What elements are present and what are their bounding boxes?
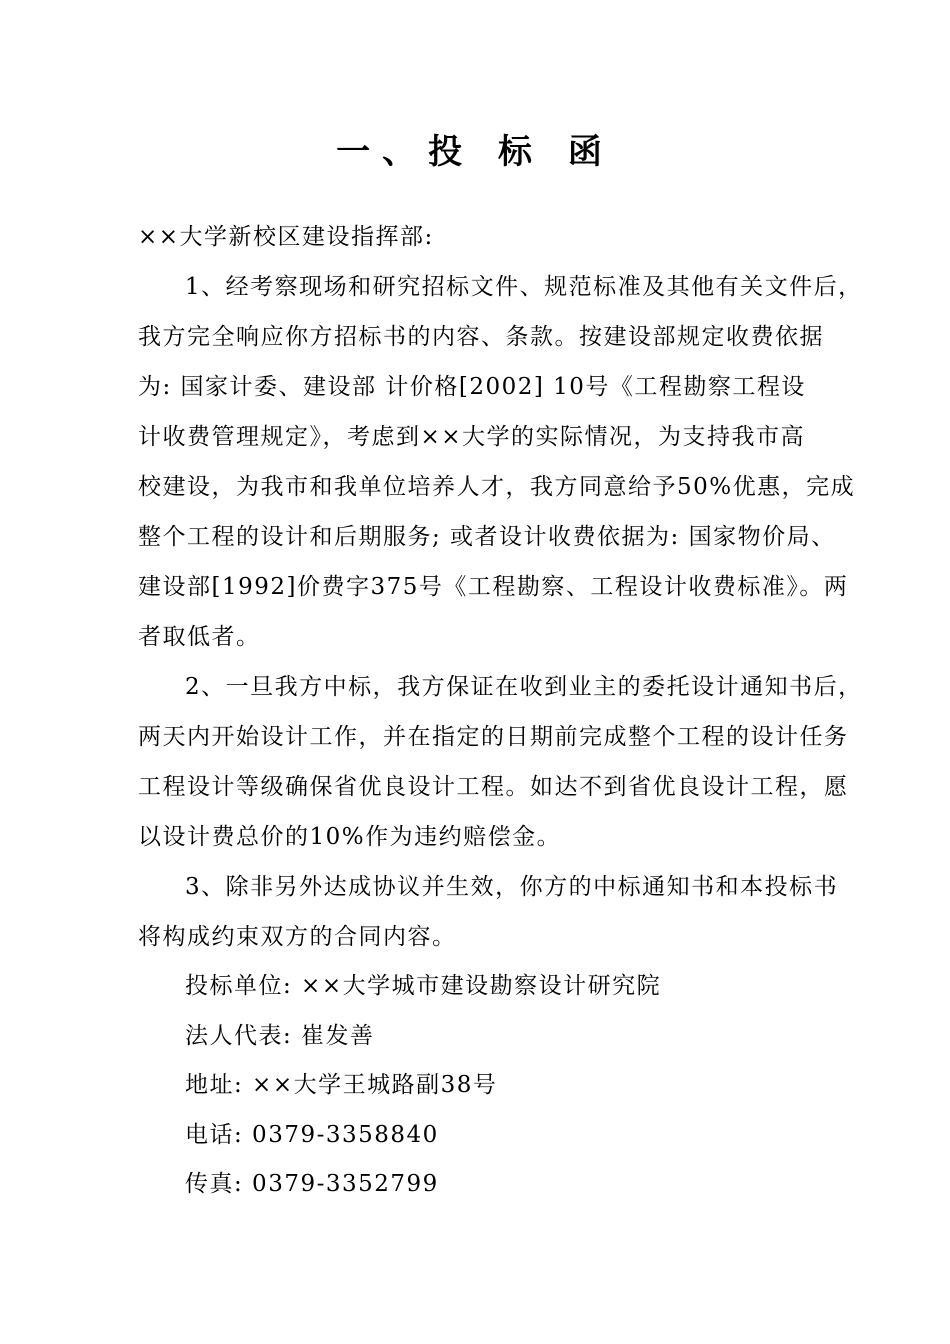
paragraph-line: 整个工程的设计和后期服务; 或者设计收费依据为: 国家物价局、	[138, 524, 836, 550]
address: 地址: ××大学王城路副38号	[185, 1072, 498, 1099]
paragraph-line: 计收费管理规定》，考虑到××大学的实际情况，为支持我市高	[138, 424, 806, 450]
signature-block	[138, 962, 868, 1210]
paragraph-line: 将构成约束双方的合同内容。	[138, 924, 457, 950]
paragraph-line: 2、一旦我方中标，我方保证在收到业主的委托设计通知书后，	[185, 674, 863, 700]
legal-representative: 法人代表: 崔发善	[185, 1022, 375, 1049]
paragraph-line: 校建设，为我市和我单位培养人才，我方同意给予50%优惠，完成	[138, 474, 856, 500]
paragraph-line: 以设计费总价的10%作为违约赔偿金。	[138, 824, 562, 850]
document-body	[138, 212, 868, 1210]
paragraph-line: 为: 国家计委、建设部 计价格[2002] 10号《工程勘察工程设	[138, 374, 806, 400]
paragraph-2	[138, 662, 868, 862]
paragraph-line: 我方完全响应你方招标书的内容、条款。按建设部规定收费依据	[138, 324, 824, 350]
fax: 传真: 0379-3352799	[185, 1171, 439, 1198]
paragraph-line: 建设部[1992]价费字375号《工程勘察、工程设计收费标准》。两	[138, 574, 849, 600]
paragraph-line: 1、经考察现场和研究招标文件、规范标准及其他有关文件后，	[185, 274, 863, 300]
salutation: ××大学新校区建设指挥部:	[138, 224, 434, 250]
paragraph-1	[138, 262, 868, 662]
paragraph-line: 两天内开始设计工作，并在指定的日期前完成整个工程的设计任务	[138, 724, 849, 750]
paragraph-line: 者取低者。	[138, 624, 261, 650]
phone: 电话: 0379-3358840	[185, 1121, 439, 1148]
paragraph-line: 工程设计等级确保省优良设计工程。如达不到省优良设计工程，愿	[138, 774, 849, 800]
paragraph-line: 3、除非另外达成协议并生效，你方的中标通知书和本投标书	[185, 874, 839, 900]
document-title: 一、投 标 函	[336, 132, 614, 172]
bidder-unit: 投标单位: ××大学城市建设勘察设计研究院	[185, 973, 662, 999]
paragraph-3	[138, 862, 868, 962]
